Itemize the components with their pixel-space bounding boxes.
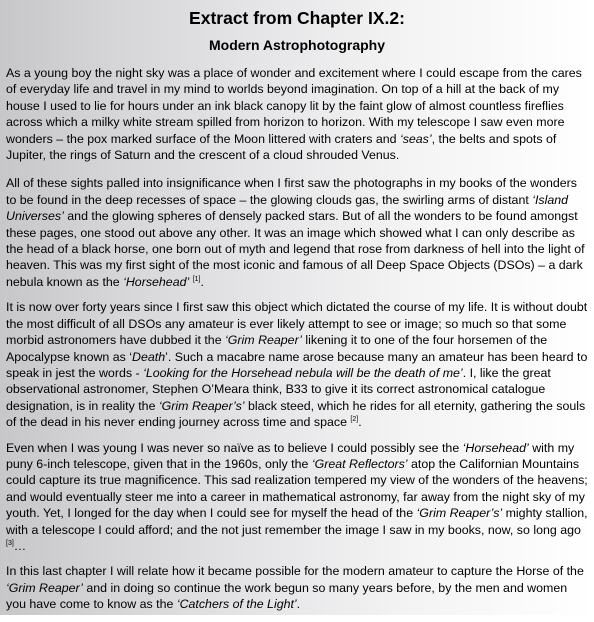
text-run: As a young boy the night sky was a place of wonder and excitement where I could escape from the cares of everyday life and travel in my mind to worlds beyond imagination. On top of a hill at the back of my house I used to lie for hours under an ink black canopy lit by the faint glow of almost countless fireflies across which a milky white stream spilled from horizon to horizon. With my telescope I saw even more wonders – the pox marked surface of the Moon littered with craters and (6, 66, 582, 146)
text-run: and the glowing spheres of densely packed stars. But of all the wonders to be found amongst these pages, one stood out above any other. It was an image which showed what I can only describe as the head of a black horse, one born out of myth and legend that rose from darkness of hell into the light of heaven. This was my first sight of the most iconic and famous of all Deep Space Objects (DSOs) – a dark nebula known as the (6, 209, 585, 289)
text-run: mighty stallion, with a telescope I could afford; and the not just remember the image I saw in my books, now, so long ago (6, 506, 588, 537)
emphasis-text: ‘Island Universes’ (6, 192, 569, 224)
paragraph-2 (6, 175, 588, 290)
paragraph-5 (6, 563, 588, 612)
emphasis-text: ‘Catchers of the Light’ (176, 597, 297, 612)
footnote-ref: [1] (192, 275, 201, 283)
text-run: . (296, 597, 301, 612)
text-run: All of these sights palled into insignificance when I first saw the photographs in my books of the wonders to be found in the deep recesses of space – the glowing clouds gas, the swirling arms of distant (6, 176, 577, 207)
text-run: In this last chapter I will relate how it became possible for the modern amateur to capture the Horse of the (6, 564, 584, 579)
emphasis-text: ‘Grim Reaper’s’ (158, 398, 245, 413)
text-run: black steed, which he rides for all eternity, gathering the souls of the dead in his never ending journey across time and space (6, 398, 586, 430)
paragraph-1 (6, 65, 588, 163)
emphasis-text: ‘Horsehead’ (462, 440, 529, 455)
text-run: ’. Such a macabre name arose because many an amateur has been heard to speak in jest the words - (6, 349, 588, 380)
text-run: atop the Californian Mountains could capture its true magnificence. This sad realization tempered my view of the wonders of the heavens; and would eventually steer me into a career in mathematical astronomy, far away from the night sky of my youth. Yet, I longed for the day when I could see for myself the head of the (6, 456, 588, 521)
footnote-ref: [3] (6, 539, 14, 547)
body-text (6, 65, 588, 622)
emphasis-text: ‘Horsehead’ (123, 274, 190, 289)
emphasis-text: ‘Grim Reaper’s’ (416, 506, 503, 521)
section-subtitle: Modern Astrophotography (208, 37, 386, 53)
text-run: … (13, 538, 27, 553)
text-run: with my puny 6-inch telescope, given that in the 1960s, only the (6, 440, 575, 471)
text-run: Even when I was young I was never so naïve as to believe I could possibly see the (6, 440, 463, 455)
text-run: likening it to one of the four horsemen of the Apocalypse known as ‘ (6, 333, 548, 364)
emphasis-text: ‘Great Reflectors’ (311, 456, 408, 471)
footnote-ref: [2] (350, 416, 359, 423)
emphasis-text: Death (132, 349, 166, 364)
emphasis-text: ‘Grim Reaper’ (225, 333, 302, 348)
text-run: . (200, 274, 204, 289)
emphasis-text: ‘seas’ (399, 131, 432, 146)
chapter-title: Extract from Chapter IX.2: (189, 8, 405, 28)
text-run: , the belts and spots of Jupiter, the rings of Saturn and the crescent of a cloud shrouded Venus. (6, 131, 557, 163)
text-run: . I, like the great observational astronomer, Stephen O’Meara think, B33 to give it its correct astronomical catalogue designation, is in reality the (6, 365, 551, 413)
paragraph-4 (6, 440, 588, 555)
text-run: It is now over forty years since I first saw this object which dictated the course of my life. It is without doubt the most difficult of all DSOs any amateur is ever likely attempt to see or image; so much so that some morbid astronomers have dubbed it the (6, 300, 588, 348)
text-run: . (358, 415, 362, 430)
paragraph-3 (6, 299, 588, 430)
emphasis-text: ‘Looking for the Horsehead nebula will be the death of me’ (143, 365, 463, 380)
emphasis-text: ‘Grim Reaper’ (6, 580, 83, 595)
text-run: and in doing so continue the work begun so many years before, by the men and women you have come to know as the (6, 580, 568, 612)
